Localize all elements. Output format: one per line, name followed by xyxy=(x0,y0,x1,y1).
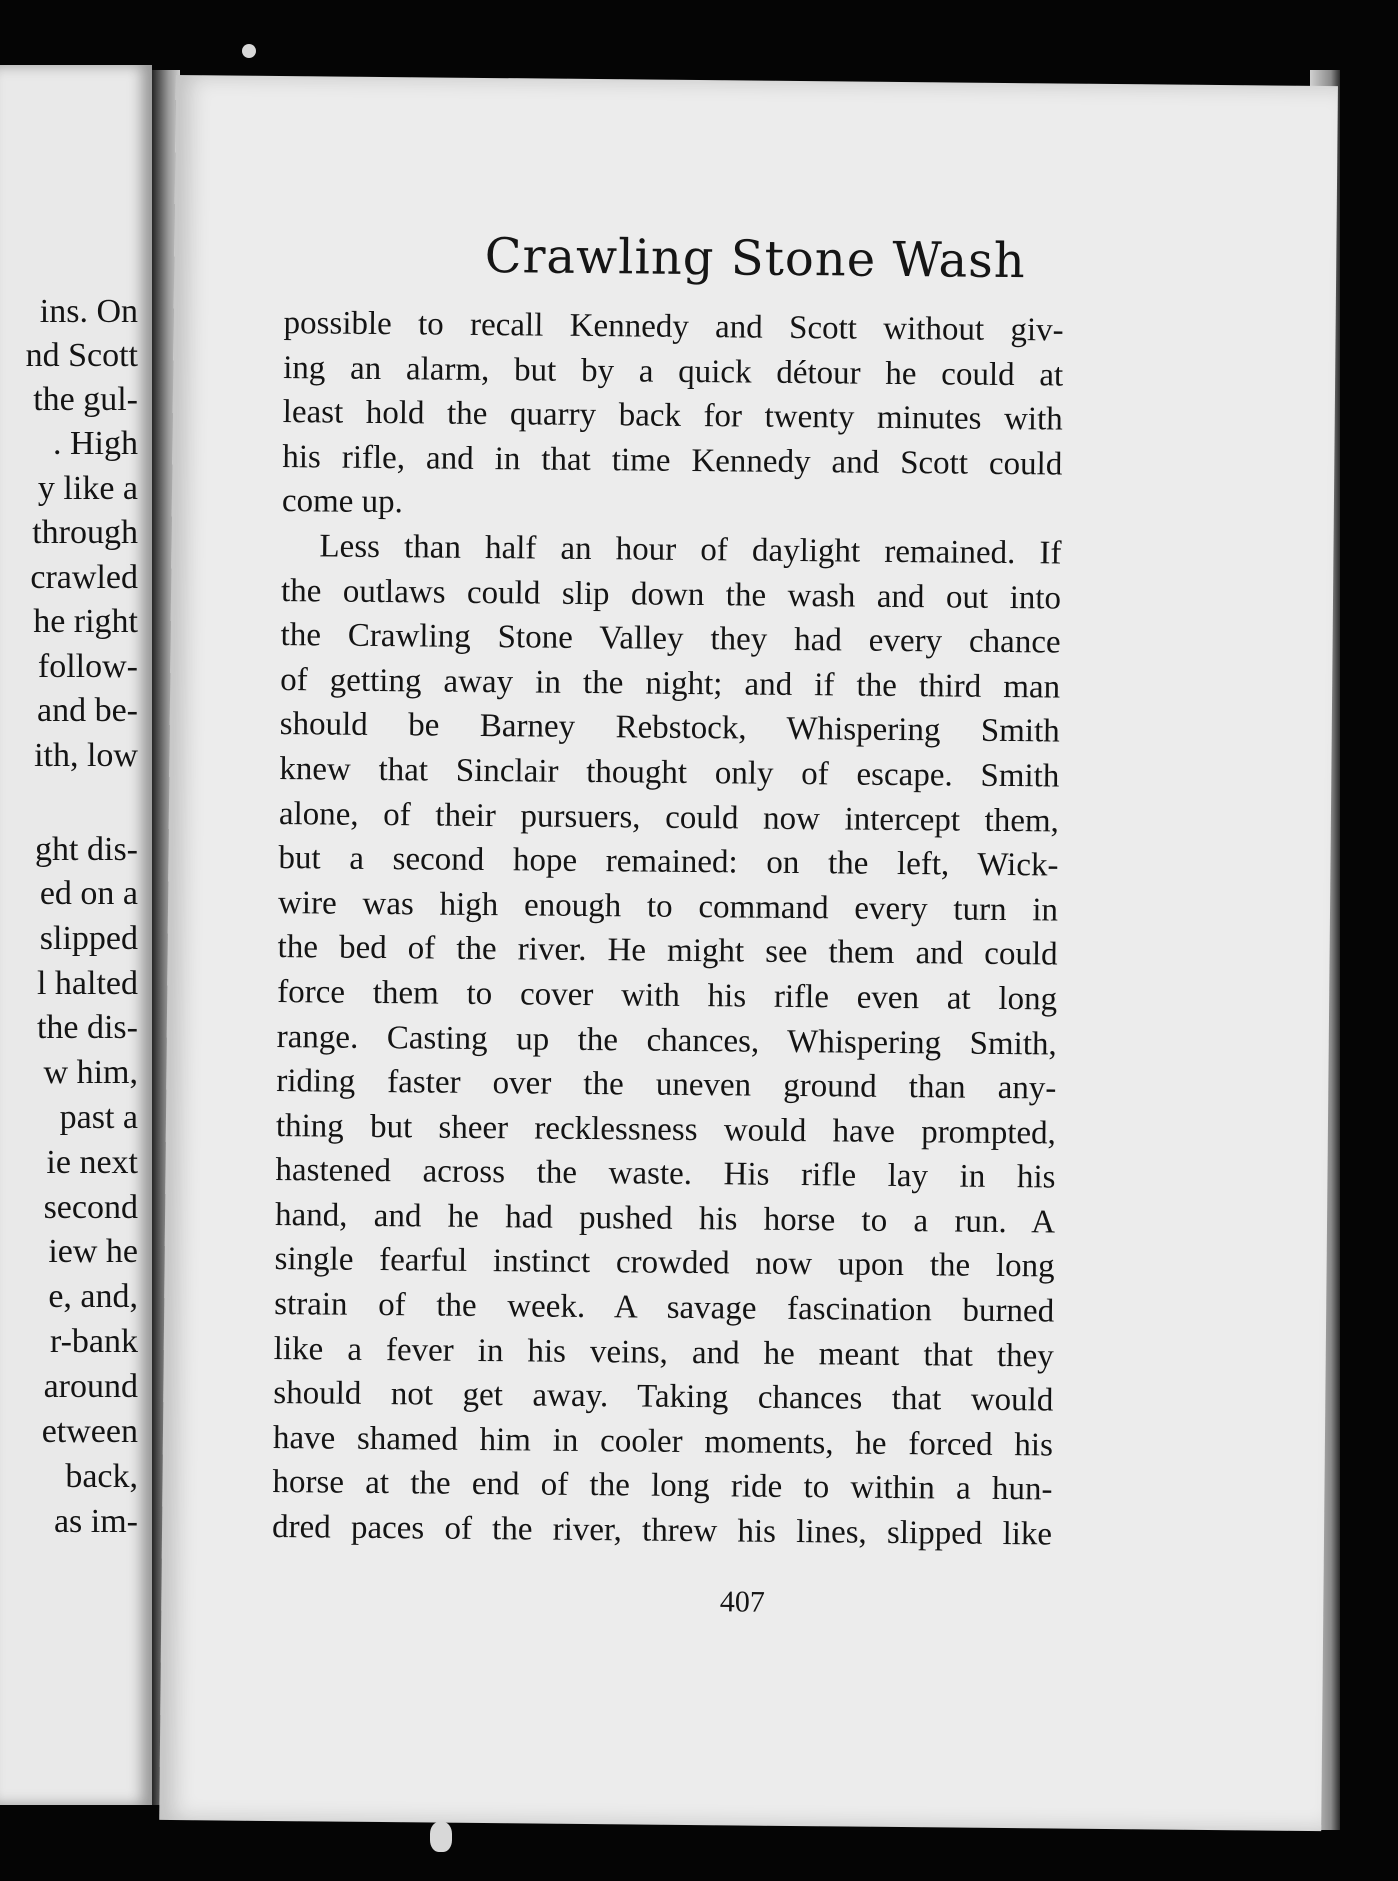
text-line: possible to recall Kennedy and Scott without giv- xyxy=(283,305,1064,349)
text-line: the bed of the river. He might see them and could xyxy=(277,929,1058,973)
text-line: single fearful instinct crowded now upon the long xyxy=(274,1241,1055,1285)
text-line: alone, of their pursuers, could now intercept them, xyxy=(278,795,1060,840)
left-page-line: ed on a xyxy=(39,875,138,912)
left-page-line: as im- xyxy=(53,1503,138,1540)
left-page-line: second xyxy=(43,1189,138,1226)
left-page-line: r-bank xyxy=(49,1323,138,1360)
text-line: should not get away. Taking chances that would xyxy=(273,1375,1054,1419)
left-page-line: y like a xyxy=(37,470,138,507)
left-page-line: iew he xyxy=(48,1233,138,1270)
text-line: hastened across the waste. His rifle lay in his xyxy=(275,1152,1056,1196)
text-line: horse at the end of the long ride to within a hun- xyxy=(272,1464,1053,1508)
text-line: thing but sheer recklessness would have prompted, xyxy=(275,1107,1057,1152)
body-text xyxy=(272,301,1064,1557)
text-line: ing an alarm, but by a quick détour he could at xyxy=(283,349,1064,394)
text-line: but a second hope remained: on the left, Wick- xyxy=(278,840,1059,884)
left-page-line: ie next xyxy=(46,1144,138,1181)
text-line: come up. xyxy=(281,483,404,521)
left-page-line: e, and, xyxy=(48,1278,138,1315)
left-page-line: he right xyxy=(33,603,138,640)
text-line: Less than half an hour of daylight remained. If xyxy=(319,528,1062,572)
left-page-line: the gul- xyxy=(33,381,138,418)
left-page-line: and be- xyxy=(36,692,138,729)
left-page-line: nd Scott xyxy=(25,337,138,374)
text-line: like a fever in his veins, and he meant that they xyxy=(273,1330,1054,1375)
left-page-line: past a xyxy=(59,1099,138,1136)
left-page-line: ins. On xyxy=(39,293,138,330)
text-line: dred paces of the river, threw his lines, slipped like xyxy=(271,1509,1053,1553)
text-line: the outlaws could slip down the wash and out into xyxy=(280,572,1062,617)
left-page-line: l halted xyxy=(36,965,138,1002)
left-page-line: back, xyxy=(65,1458,138,1495)
text-line: his rifle, and in that time Kennedy and Scott could xyxy=(282,438,1063,483)
scan-speck xyxy=(242,44,256,58)
left-page-line: ith, low xyxy=(34,737,138,774)
left-page-line: . High xyxy=(53,425,138,462)
text-line: least hold the quarry back for twenty minutes with xyxy=(282,394,1063,438)
left-page-line: the dis- xyxy=(36,1009,138,1046)
text-line: wire was high enough to command every turn in xyxy=(277,884,1059,929)
left-page xyxy=(0,65,152,1805)
text-line: have shamed him in cooler moments, he forced his xyxy=(272,1419,1054,1464)
right-page xyxy=(159,75,1338,1831)
text-line: hand, and he had pushed his horse to a run. A xyxy=(274,1196,1056,1241)
scan-speck xyxy=(430,1822,452,1852)
text-line: of getting away in the night; and if the third man xyxy=(280,661,1061,706)
left-page-line: slipped xyxy=(39,920,138,957)
text-line: strain of the week. A savage fascination burned xyxy=(274,1286,1055,1330)
text-line: force them to cover with his rifle even at long xyxy=(277,973,1058,1018)
left-page-line: follow- xyxy=(37,648,138,685)
left-page-line: through xyxy=(32,514,138,551)
running-head: Crawling Stone Wash xyxy=(484,227,1026,290)
text-line: range. Casting up the chances, Whispering Smith, xyxy=(276,1018,1057,1062)
left-page-line: around xyxy=(43,1368,138,1405)
left-page-line: ght dis- xyxy=(35,831,138,868)
text-line: knew that Sinclair thought only of escape. Smith xyxy=(279,750,1060,795)
text-line: should be Barney Rebstock, Whispering Smith xyxy=(279,706,1060,750)
left-page-line: etween xyxy=(41,1413,138,1450)
left-page-line: w him, xyxy=(43,1054,138,1091)
text-line: riding faster over the uneven ground than any- xyxy=(276,1063,1057,1107)
text-line: the Crawling Stone Valley they had every chance xyxy=(280,617,1061,661)
left-page-line: crawled xyxy=(30,559,138,596)
page-number: 407 xyxy=(719,1585,766,1619)
